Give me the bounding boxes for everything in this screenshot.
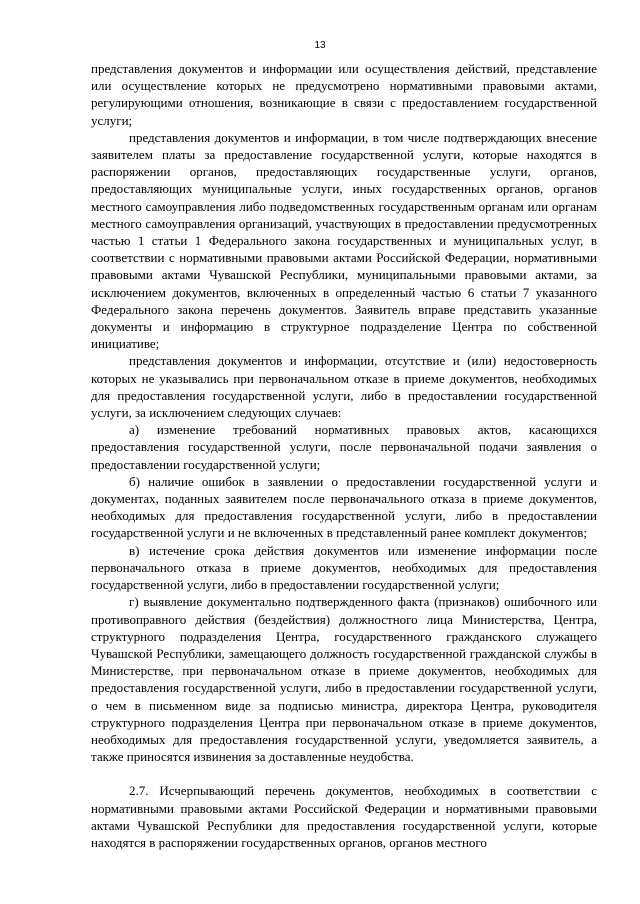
page-number: 13 [314, 40, 326, 51]
list-item-b: б) наличие ошибок в заявлении о предоставлении государственной услуги и документах, поданных заявителем после первоначального отказа в приеме документов, необходимых для предоставления государственной услуги, либо в предоставлении государственной услуги и не включенных в представленный ранее комплект документов; [91, 473, 597, 541]
list-item-v: в) истечение срока действия документов или изменение информации после первоначального отказа в приеме документов, необходимых для предоставления государственной услуги, либо в предоставлении государственной услуги; [91, 542, 597, 593]
paragraph-prohibition-unstated-defects: представления документов и информации, отсутствие и (или) недостоверность которых не указывались при первоначальном отказе в приеме документов, необходимых для предоставления государственной услуги, либо в предоставлении государственной услуги, за исключением следующих случаев: [91, 353, 597, 421]
list-item-g: г) выявление документально подтвержденного факта (признаков) ошибочного или противоправного действия (бездействия) должностного лица Министерства, Центра, структурного подразделения Центра, государственного гражданского служащего Чувашской Республики, замещающего должность государственной гражданской службы в Министерстве, при первоначальном отказе в приеме документов, необходимых для предоставления государственной услуги, либо в предоставлении государственной услуги, о чем в письменном виде за подписью министра, директора Центра, руководителя структурного подразделения Центра при первоначальном отказе в приеме документов, необходимых для предоставления государственной услуги, уведомляется заявитель, а также приносятся извинения за доставленные неудобства. [91, 594, 597, 765]
section-2-7-paragraph: 2.7. Исчерпывающий перечень документов, необходимых в соответствии с нормативными правовыми актами Российской Федерации и нормативными правовыми актами Чувашской Республики для предоставления государственной услуги, которые находятся в распоряжении государственных органов, органов местного [91, 783, 597, 850]
paragraph-prohibition-extra-actions: представления документов и информации или осуществления действий, представление или осуществление которых не предусмотрено нормативными правовыми актами, регулирующими отношения, возникающие в связи с предоставлением государственной услуги; [91, 61, 597, 128]
paragraph-spacer [91, 765, 597, 782]
paragraph-prohibition-documents-in-possession: представления документов и информации, в том числе подтверждающих внесение заявителем платы за предоставление государственной услуги, которые находятся в распоряжении органов, предоставляющих государственные услуги, органов, предоставляющих муниципальные услуги, иных государственных органов, органов местного самоуправления либо подведомственных государственным органам или органам местного самоуправления организаций, участвующих в предоставлении предусмотренных частью 1 статьи 1 Федерального закона государственных и муниципальных услуг, в соответствии с нормативными правовыми актами Российской Федерации, нормативными правовыми актами Чувашской Республики, муниципальными правовыми актами, за исключением документов, включенных в определенный частью 6 статьи 7 указанного Федерального закона перечень документов. Заявитель вправе представить указанные документы и информацию в структурное подразделение Центра по собственной инициативе; [91, 129, 597, 352]
body-text [91, 60, 597, 851]
list-item-a: а) изменение требований нормативных правовых актов, касающихся предоставления государственной услуги, после первоначальной подачи заявления о предоставлении государственной услуги; [91, 422, 597, 472]
